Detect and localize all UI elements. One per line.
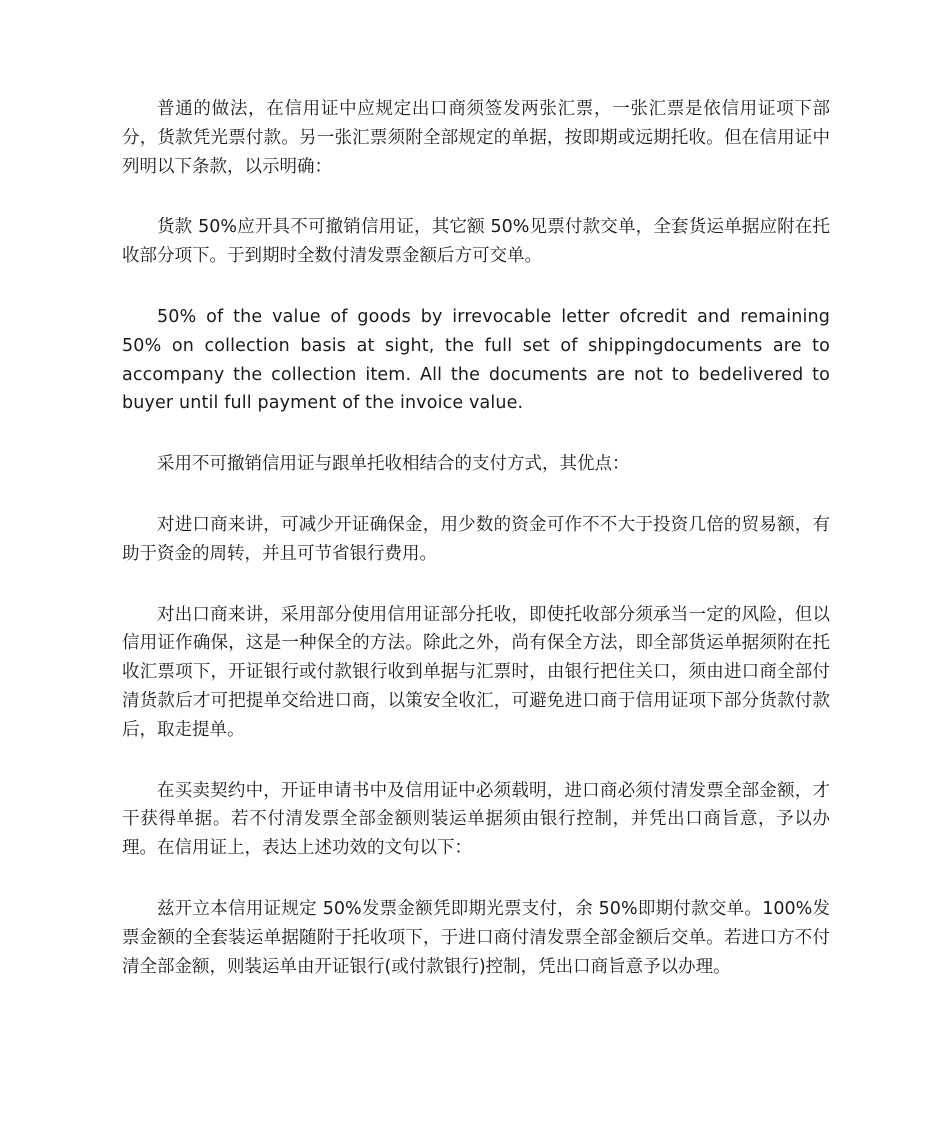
paragraph-clause-cn: 货款 50%应开具不可撤销信用证，其它额 50%见票付款交单，全套货运单据应附在托收部分项下。于到期时全数付清发票金额后方可交单。	[122, 217, 830, 267]
paragraph-advantages-heading: 采用不可撤销信用证与跟单托收相结合的支付方式，其优点：	[157, 454, 630, 475]
paragraph-clause-en: 50% of the value of goods by irrevocable letter ofcredit and remaining 50% on collection basis at sight, the full set of shippingdocuments are to accompany the collection item. All the documents are not to bedelivered to buyer until full payment of the invoice value.	[122, 306, 830, 414]
paragraph-exporter-advantage: 对出口商来讲，采用部分使用信用证部分托收，即使托收部分须承当一定的风险，但以信用证作确保，这是一种保全的方法。除此之外，尚有保全方法，即全部货运单据须附在托收汇票项下，开证银行或付款银行收到单据与汇票时，由银行把住关口，须由进口商全部付清货款后才可把提单交给进口商，以策安全收汇，可避免进口商于信用证项下部分货款付款后，取走提单。	[122, 604, 830, 740]
paragraph-standard-practice: 普通的做法，在信用证中应规定出口商须签发两张汇票，一张汇票是依信用证项下部分，货款凭光票付款。另一张汇票须附全部规定的单据，按即期或远期托收。但在信用证中列明以下条款，以示明确：	[122, 99, 830, 177]
paragraph-importer-advantage: 对进口商来讲，可减少开证确保金，用少数的资金可作不不大于投资几倍的贸易额，有助于资金的周转，并且可节省银行费用。	[122, 514, 830, 564]
paragraph-contract-requirement: 在买卖契约中，开证申请书中及信用证中必须载明，进口商必须付清发票全部金额，才干获得单据。若不付清发票全部金额则装运单据须由银行控制，并凭出口商旨意，予以办理。在信用证上，表达上述功效的文句以下：	[122, 780, 830, 859]
paragraph-lc-wording: 兹开立本信用证规定 50%发票金额凭即期光票支付，余 50%即期付款交单。100%发票金额的全套装运单据随附于托收项下，于进口商付清发票全部金额后交单。若进口方不付清全部金额，则装运单由开证银行(或付款银行)控制，凭出口商旨意予以办理。	[122, 898, 830, 977]
document-page	[122, 95, 830, 1013]
